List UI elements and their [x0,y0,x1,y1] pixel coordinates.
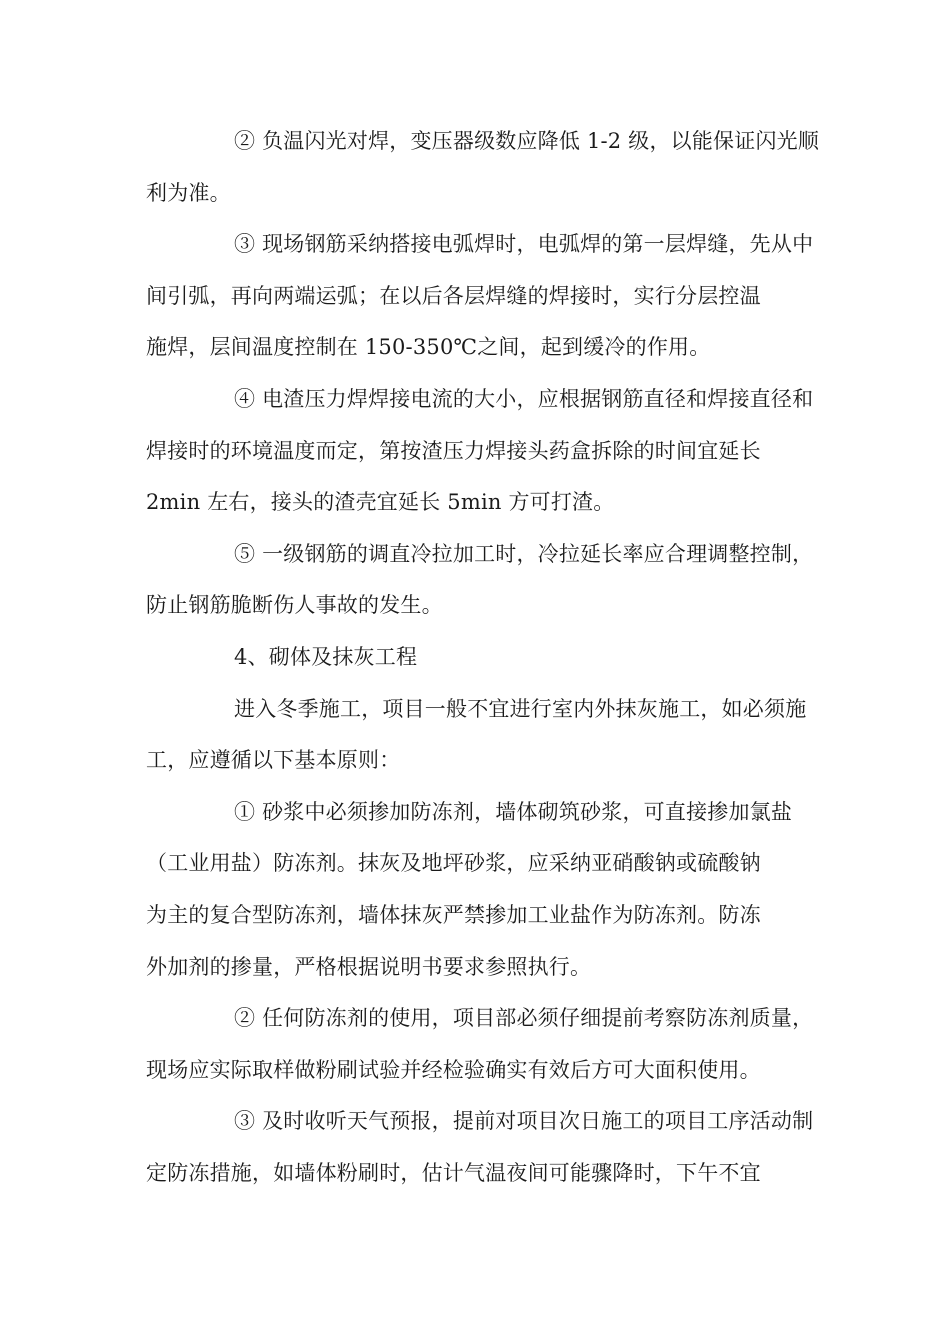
section-heading: 4、砌体及抹灰工程 [234,644,418,669]
text-line: ① 砂浆中必须掺加防冻剂，墙体砌筑砂浆，可直接掺加氯盐 [234,799,793,824]
para-winter-plastering-intro [146,684,806,787]
text-line: 外加剂的掺量，严格根据说明书要求参照执行。 [146,954,592,979]
section-heading-masonry-plastering [146,632,806,684]
para-negative-temp-flash-welding [146,116,820,219]
text-line: 2min 左右，接头的渣壳宜延长 5min 方可打渣。 [146,490,615,515]
text-line: 焊接时的环境温度而定，第按渣压力焊接头药盒拆除的时间宜延长 [146,438,761,463]
text-line: 施焊，层间温度控制在 150-350℃之间，起到缓冷的作用。 [146,335,711,360]
text-line: ② 任何防冻剂的使用，项目部必须仔细提前考察防冻剂质量， [234,1006,814,1031]
text-line: （工业用盐）防冻剂。抹灰及地坪砂浆，应采纳亚硝酸钠或硫酸钠 [146,851,761,876]
text-line: 间引弧，再向两端运弧；在以后各层焊缝的焊接时，实行分层控温 [146,283,761,308]
text-line: 进入冬季施工，项目一般不宜进行室内外抹灰施工，如必须施 [234,696,807,721]
text-line: 工，应遵循以下基本原则： [146,748,401,773]
text-line: ③ 现场钢筋采纳搭接电弧焊时，电弧焊的第一层焊缝，先从中 [234,232,814,257]
para-lap-arc-welding [146,219,814,374]
text-line: ③ 及时收听天气预报，提前对项目次日施工的项目工序活动制 [234,1109,814,1134]
text-line: 利为准。 [146,180,231,205]
para-electroslag-pressure-welding [146,374,814,529]
text-line: 防止钢筋脆断伤人事故的发生。 [146,593,443,618]
para-antifreeze-in-mortar [146,787,806,993]
para-antifreeze-quality-check [146,993,814,1096]
para-weather-forecast [146,1096,814,1199]
text-line: ② 负温闪光对焊，变压器级数应降低 1-2 级，以能保证闪光顺 [234,129,820,153]
text-line: 为主的复合型防冻剂，墙体抹灰严禁掺加工业盐作为防冻剂。防冻 [146,902,761,927]
text-line: ④ 电渣压力焊焊接电流的大小，应根据钢筋直径和焊接直径和 [234,386,814,411]
text-line: 定防冻措施，如墙体粉刷时，估计气温夜间可能骤降时，下午不宜 [146,1160,761,1185]
text-line: ⑤ 一级钢筋的调直冷拉加工时，冷拉延长率应合理调整控制， [234,541,814,566]
text-line: 现场应实际取样做粉刷试验并经检验确实有效后方可大面积使用。 [146,1057,761,1082]
document-body [146,116,820,1199]
para-cold-drawing [146,529,814,632]
